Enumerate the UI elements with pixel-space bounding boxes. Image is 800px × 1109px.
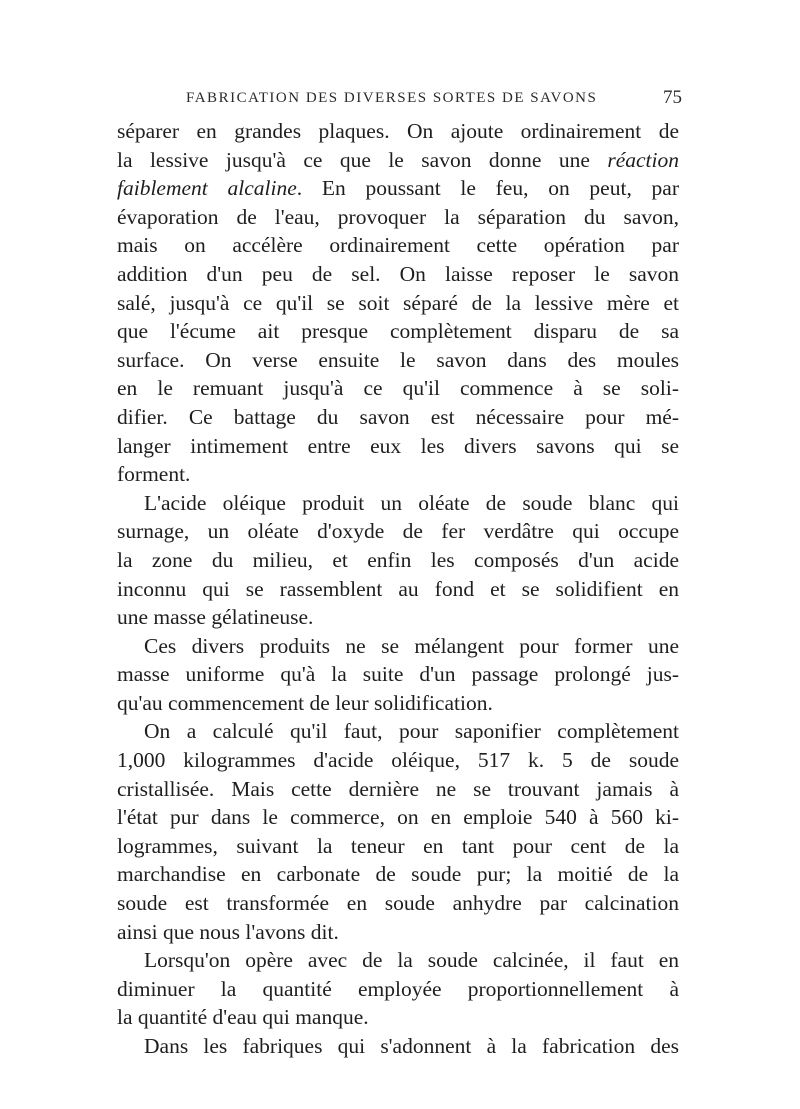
text-line: [117, 575, 679, 604]
text-line: [117, 117, 679, 146]
text-run: . En poussant le feu, on peut, par: [296, 176, 679, 201]
running-header: [186, 87, 682, 108]
text-line: [117, 975, 679, 1004]
italic-text-run: faiblement alcaline: [117, 176, 297, 201]
text-line: [117, 260, 679, 289]
text-line: [117, 289, 679, 318]
text-run: en le remuant jusqu'à ce qu'il commence à se soli-: [117, 376, 679, 401]
text-run: logrammes, suivant la teneur en tant pour cent de la: [117, 833, 679, 858]
text-run: inconnu qui se rassemblent au fond et se solidifient en: [117, 576, 679, 601]
text-line: [117, 603, 679, 632]
text-line: [117, 460, 679, 489]
text-run: surface. On verse ensuite le savon dans des moules: [117, 347, 679, 372]
text-line: [117, 746, 679, 775]
text-run: Dans les fabriques qui s'adonnent à la fabrication des: [144, 1034, 679, 1058]
text-run: forment.: [117, 462, 191, 487]
text-run: soude est transformée en soude anhydre par calcination: [117, 891, 679, 916]
text-line: [117, 374, 679, 403]
text-line: [117, 432, 679, 461]
text-run: la lessive jusqu'à ce que le savon donne une: [117, 147, 608, 172]
text-run: la quantité d'eau qui manque.: [117, 1005, 369, 1030]
text-run: masse uniforme qu'à la suite d'un passage prolongé jus-: [117, 662, 679, 687]
text-run: l'état pur dans le commerce, on en emploie 540 à 560 ki-: [117, 805, 679, 830]
text-line: [117, 803, 679, 832]
text-run: que l'écume ait presque complètement disparu de sa: [117, 319, 679, 344]
text-line: [117, 317, 679, 346]
text-line: [117, 403, 679, 432]
text-line: [117, 1032, 679, 1061]
text-run: On a calculé qu'il faut, pour saponifier complètement: [144, 719, 679, 744]
page-number: 75: [663, 87, 682, 108]
text-run: 1,000 kilogrammes d'acide oléique, 517 k. 5 de soude: [117, 748, 679, 773]
text-line: [117, 346, 679, 375]
text-run: Lorsqu'on opère avec de la soude calcinée, il faut en: [144, 948, 679, 973]
text-line: [117, 1003, 679, 1032]
text-line: [117, 546, 679, 575]
text-run: difier. Ce battage du savon est nécessaire pour mé-: [117, 404, 679, 429]
text-line: [117, 889, 679, 918]
text-line: [117, 832, 679, 861]
text-line: [117, 632, 679, 661]
text-line: [117, 717, 679, 746]
text-run: séparer en grandes plaques. On ajoute ordinairement de: [117, 119, 679, 143]
text-run: évaporation de l'eau, provoquer la séparation du savon,: [117, 204, 679, 229]
text-run: diminuer la quantité employée proportionnellement à: [117, 976, 679, 1001]
text-run: qu'au commencement de leur solidification.: [117, 690, 493, 715]
text-run: marchandise en carbonate de soude pur; la moitié de la: [117, 862, 679, 887]
text-run: cristallisée. Mais cette dernière ne se trouvant jamais à: [117, 776, 679, 801]
text-line: [117, 517, 679, 546]
text-line: [117, 203, 679, 232]
text-line: [117, 946, 679, 975]
text-run: addition d'un peu de sel. On laisse reposer le savon: [117, 261, 679, 286]
text-line: [117, 689, 679, 718]
text-run: ainsi que nous l'avons dit.: [117, 919, 339, 944]
text-line: [117, 775, 679, 804]
body-text: [117, 117, 679, 1061]
text-run: mais on accélère ordinairement cette opération par: [117, 233, 679, 258]
text-line: [117, 174, 679, 203]
running-title: FABRICATION DES DIVERSES SORTES DE SAVONS: [186, 90, 598, 106]
text-line: [117, 489, 679, 518]
text-run: salé, jusqu'à ce qu'il se soit séparé de la lessive mère et: [117, 290, 679, 315]
text-run: une masse gélatineuse.: [117, 605, 314, 630]
text-line: [117, 660, 679, 689]
text-run: Ces divers produits ne se mélangent pour former une: [144, 633, 679, 658]
text-line: [117, 231, 679, 260]
text-run: langer intimement entre eux les divers savons qui se: [117, 433, 679, 458]
text-run: L'acide oléique produit un oléate de soude blanc qui: [144, 490, 679, 515]
text-run: la zone du milieu, et enfin les composés d'un acide: [117, 547, 679, 572]
text-run: surnage, un oléate d'oxyde de fer verdâtre qui occupe: [117, 519, 679, 544]
italic-text-run: réaction: [607, 147, 679, 172]
text-line: [117, 918, 679, 947]
text-line: [117, 860, 679, 889]
text-line: [117, 146, 679, 175]
